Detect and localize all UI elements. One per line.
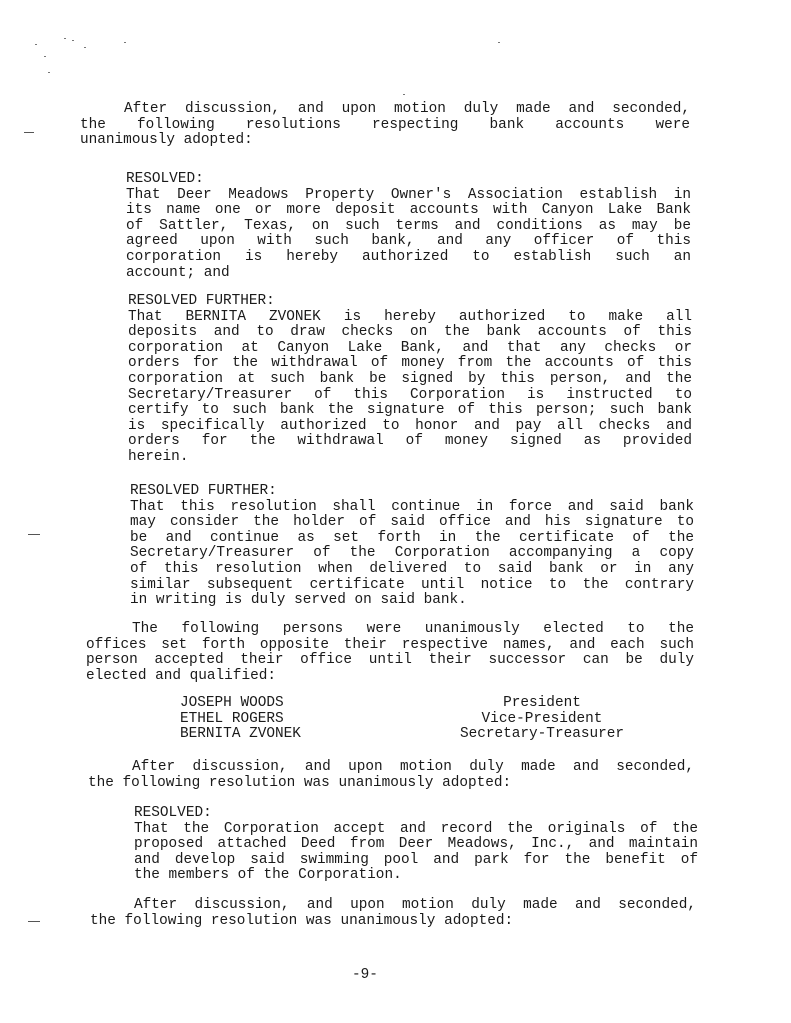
text-line: person accepted their office until their successor can be duly (86, 652, 694, 669)
text-line: Secretary/Treasurer of the Corporation accompanying a copy (130, 545, 694, 562)
text-line: in writing is duly served on said bank. (130, 592, 467, 609)
resolution-3 (130, 484, 694, 609)
text-line: After discussion, and upon motion duly made and seconded, (124, 101, 690, 117)
text-line: agreed upon with such bank, and any officer of this (126, 233, 691, 250)
election-paragraph (86, 622, 694, 684)
text-line: That this resolution shall continue in force and said bank (130, 498, 694, 515)
scan-speck (403, 94, 405, 95)
officer-row (180, 727, 642, 743)
officer-name: JOSEPH WOODS (180, 695, 284, 711)
text-line: the members of the Corporation. (134, 867, 402, 884)
scan-speck (48, 72, 50, 73)
text-line: proposed attached Deed from Deer Meadows, Inc., and maintain (134, 836, 698, 853)
officers-list (180, 696, 642, 743)
discussion-paragraph-3 (90, 898, 696, 929)
text-line: the following resolutions respecting bank accounts were (80, 116, 690, 133)
text-line: of this resolution when delivered to said bank or in any (130, 560, 694, 577)
officer-title: President (503, 695, 581, 711)
text-line: orders for the withdrawal of money from the accounts of this (128, 355, 692, 372)
text-line: deposits and to draw checks on the bank accounts of this (128, 324, 692, 341)
text-line: similar subsequent certificate until notice to the contrary (130, 576, 694, 593)
text-line: corporation is hereby authorized to establish such an (126, 248, 691, 265)
margin-mark (28, 534, 40, 535)
text-line: may consider the holder of said office and his signature to (130, 514, 694, 531)
intro-paragraph (80, 102, 690, 149)
text-line: herein. (128, 448, 189, 465)
officer-row (180, 712, 642, 728)
text-line: account; and (126, 264, 230, 281)
resolved-heading: RESOLVED: (134, 805, 212, 821)
text-line: After discussion, and upon motion duly made and seconded, (132, 759, 694, 775)
scan-speck (84, 47, 86, 48)
officer-title: Vice-President (481, 710, 603, 727)
text-line: Secretary/Treasurer of this Corporation is instructed to (128, 386, 692, 403)
discussion-paragraph-2 (88, 760, 694, 791)
resolution-1 (126, 172, 691, 281)
text-line: the following resolution was unanimously adopted: (90, 912, 514, 929)
scan-speck (44, 56, 46, 57)
resolution-4 (134, 806, 698, 884)
resolved-heading: RESOLVED FURTHER: (130, 483, 277, 499)
margin-mark (24, 132, 34, 133)
scan-speck (498, 42, 500, 43)
resolved-heading: RESOLVED: (126, 171, 204, 187)
text-line: is specifically authorized to honor and pay all checks and (128, 417, 692, 434)
scan-speck (64, 38, 66, 39)
text-line: corporation at Canyon Lake Bank, and that any checks or (128, 339, 692, 356)
text-line: orders for the withdrawal of money signed as provided (128, 433, 692, 450)
margin-mark (28, 921, 40, 922)
officer-name: ETHEL ROGERS (180, 710, 284, 727)
text-line: corporation at such bank be signed by this person, and the (128, 370, 692, 387)
text-line: elected and qualified: (86, 667, 276, 684)
resolved-heading: RESOLVED FURTHER: (128, 293, 275, 309)
text-line: The following persons were unanimously elected to the (132, 621, 694, 637)
text-line: its name one or more deposit accounts with Canyon Lake Bank (126, 202, 691, 219)
officer-name: BERNITA ZVONEK (180, 726, 301, 743)
resolution-2 (128, 294, 692, 481)
text-line: That BERNITA ZVONEK is hereby authorized to make all (128, 308, 692, 325)
text-line: the following resolution was unanimously adopted: (88, 774, 512, 791)
officer-title: Secretary-Treasurer (459, 726, 625, 743)
text-line: offices set forth opposite their respective names, and each such (86, 636, 694, 653)
text-line: and develop said swimming pool and park for the benefit of (134, 851, 698, 868)
scan-speck (72, 40, 74, 41)
text-line (128, 466, 692, 482)
text-line: unanimously adopted: (80, 132, 253, 149)
scan-speck (124, 42, 126, 43)
text-line: certify to such bank the signature of this person; such bank (128, 402, 692, 419)
text-line: be and continue as set forth in the certificate of the (130, 529, 694, 546)
scan-speck (35, 44, 37, 45)
text-line: After discussion, and upon motion duly made and seconded, (134, 897, 696, 913)
page-number: -9- (352, 967, 378, 983)
text-line: of Sattler, Texas, on such terms and conditions as may be (126, 217, 691, 234)
officer-row (180, 696, 642, 712)
text-line: That the Corporation accept and record the originals of the (134, 820, 698, 837)
text-line: That Deer Meadows Property Owner's Association establish in (126, 186, 691, 203)
